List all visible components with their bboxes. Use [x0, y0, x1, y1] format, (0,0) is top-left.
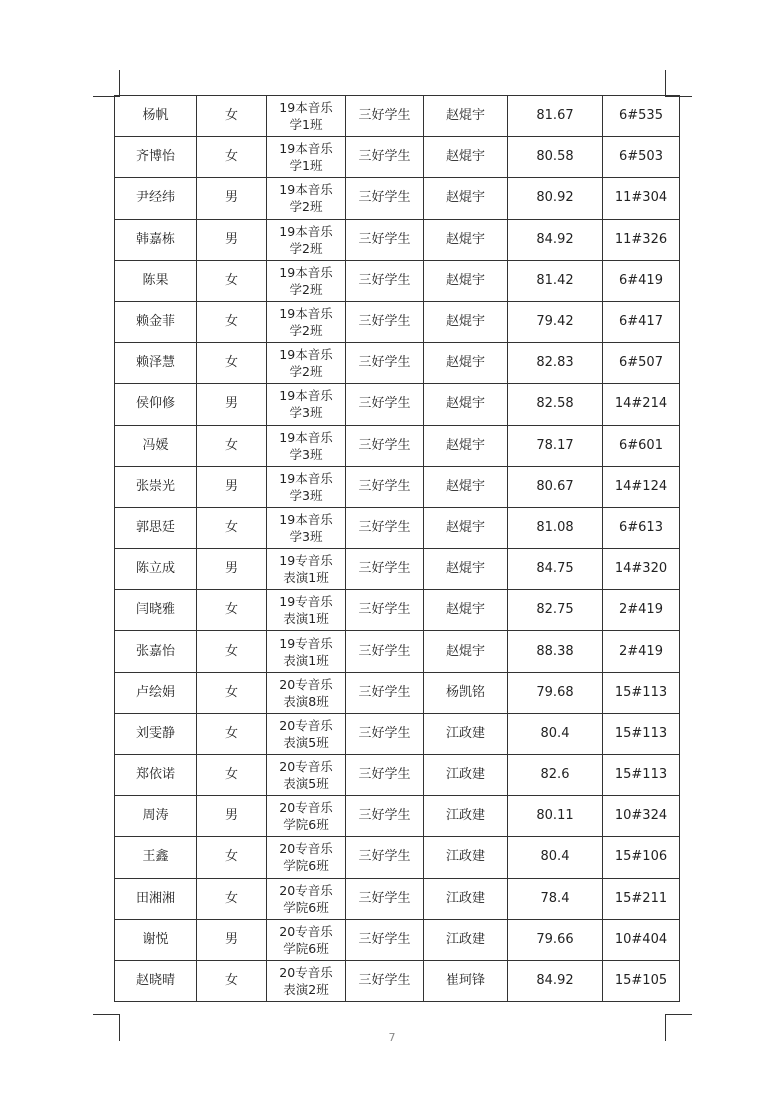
- score-cell: 79.42: [508, 301, 603, 342]
- class-cell: 19本音乐 学3班: [267, 466, 346, 507]
- dorm-cell: 11#326: [603, 219, 680, 260]
- score-cell: 84.92: [508, 219, 603, 260]
- table-body: [115, 96, 680, 1002]
- counselor-cell: 江政建: [424, 755, 508, 796]
- dorm-cell: 2#419: [603, 590, 680, 631]
- class-cell: 20专音乐 表演8班: [267, 672, 346, 713]
- score-cell: 82.58: [508, 384, 603, 425]
- counselor-cell: 赵焜宇: [424, 507, 508, 548]
- award-cell: 三好学生: [346, 672, 424, 713]
- counselor-cell: 赵焜宇: [424, 96, 508, 137]
- table-row: [115, 549, 680, 590]
- gender-cell: 女: [197, 343, 267, 384]
- counselor-cell: 杨凯铭: [424, 672, 508, 713]
- dorm-cell: 6#507: [603, 343, 680, 384]
- class-cell: 20专音乐 学院6班: [267, 878, 346, 919]
- counselor-cell: 赵焜宇: [424, 466, 508, 507]
- award-cell: 三好学生: [346, 837, 424, 878]
- dorm-cell: 14#124: [603, 466, 680, 507]
- counselor-cell: 赵焜宇: [424, 549, 508, 590]
- counselor-cell: 赵焜宇: [424, 425, 508, 466]
- table-row: [115, 507, 680, 548]
- class-cell: 19本音乐 学2班: [267, 343, 346, 384]
- crop-mark-top-right: [665, 70, 692, 97]
- score-cell: 79.68: [508, 672, 603, 713]
- counselor-cell: 赵焜宇: [424, 137, 508, 178]
- dorm-cell: 6#613: [603, 507, 680, 548]
- table-row: [115, 672, 680, 713]
- dorm-cell: 6#535: [603, 96, 680, 137]
- class-cell: 19本音乐 学2班: [267, 301, 346, 342]
- counselor-cell: 崔珂锋: [424, 960, 508, 1001]
- score-cell: 78.4: [508, 878, 603, 919]
- table-row: [115, 384, 680, 425]
- table-row: [115, 137, 680, 178]
- award-cell: 三好学生: [346, 260, 424, 301]
- student-name-cell: 郑依诺: [115, 755, 197, 796]
- gender-cell: 男: [197, 219, 267, 260]
- student-name-cell: 冯媛: [115, 425, 197, 466]
- dorm-cell: 15#113: [603, 755, 680, 796]
- dorm-cell: 2#419: [603, 631, 680, 672]
- student-name-cell: 张崇光: [115, 466, 197, 507]
- award-cell: 三好学生: [346, 384, 424, 425]
- score-cell: 80.4: [508, 713, 603, 754]
- student-name-cell: 陈立成: [115, 549, 197, 590]
- gender-cell: 男: [197, 178, 267, 219]
- dorm-cell: 6#601: [603, 425, 680, 466]
- student-name-cell: 郭思廷: [115, 507, 197, 548]
- student-name-cell: 田湘湘: [115, 878, 197, 919]
- class-cell: 19本音乐 学2班: [267, 219, 346, 260]
- counselor-cell: 赵焜宇: [424, 590, 508, 631]
- score-cell: 80.67: [508, 466, 603, 507]
- dorm-cell: 14#214: [603, 384, 680, 425]
- counselor-cell: 江政建: [424, 919, 508, 960]
- counselor-cell: 赵焜宇: [424, 301, 508, 342]
- award-cell: 三好学生: [346, 137, 424, 178]
- dorm-cell: 6#419: [603, 260, 680, 301]
- counselor-cell: 江政建: [424, 796, 508, 837]
- student-name-cell: 周涛: [115, 796, 197, 837]
- class-cell: 19专音乐 表演1班: [267, 631, 346, 672]
- student-name-cell: 赖泽慧: [115, 343, 197, 384]
- class-cell: 19本音乐 学1班: [267, 137, 346, 178]
- score-cell: 81.08: [508, 507, 603, 548]
- class-cell: 19本音乐 学3班: [267, 507, 346, 548]
- student-name-cell: 齐博怡: [115, 137, 197, 178]
- student-name-cell: 王鑫: [115, 837, 197, 878]
- class-cell: 20专音乐 表演5班: [267, 755, 346, 796]
- class-cell: 19本音乐 学3班: [267, 384, 346, 425]
- table-row: [115, 960, 680, 1001]
- dorm-cell: 15#113: [603, 713, 680, 754]
- class-cell: 20专音乐 学院6班: [267, 837, 346, 878]
- counselor-cell: 赵焜宇: [424, 178, 508, 219]
- page-number: 7: [388, 1031, 396, 1044]
- table-row: [115, 466, 680, 507]
- table-row: [115, 425, 680, 466]
- table-row: [115, 878, 680, 919]
- award-cell: 三好学生: [346, 507, 424, 548]
- dorm-cell: 14#320: [603, 549, 680, 590]
- student-award-table: [114, 95, 680, 1002]
- score-cell: 82.75: [508, 590, 603, 631]
- table-row: [115, 301, 680, 342]
- student-name-cell: 闫晓雅: [115, 590, 197, 631]
- score-cell: 88.38: [508, 631, 603, 672]
- table-row: [115, 96, 680, 137]
- award-cell: 三好学生: [346, 219, 424, 260]
- dorm-cell: 6#417: [603, 301, 680, 342]
- class-cell: 20专音乐 学院6班: [267, 919, 346, 960]
- award-cell: 三好学生: [346, 301, 424, 342]
- table-row: [115, 631, 680, 672]
- counselor-cell: 赵焜宇: [424, 384, 508, 425]
- gender-cell: 女: [197, 878, 267, 919]
- student-name-cell: 韩嘉栋: [115, 219, 197, 260]
- class-cell: 19专音乐 表演1班: [267, 590, 346, 631]
- score-cell: 78.17: [508, 425, 603, 466]
- table-row: [115, 343, 680, 384]
- student-name-cell: 谢悦: [115, 919, 197, 960]
- table-row: [115, 919, 680, 960]
- award-cell: 三好学生: [346, 713, 424, 754]
- counselor-cell: 江政建: [424, 837, 508, 878]
- score-cell: 82.6: [508, 755, 603, 796]
- table-row: [115, 755, 680, 796]
- counselor-cell: 江政建: [424, 878, 508, 919]
- score-cell: 80.92: [508, 178, 603, 219]
- table-row: [115, 219, 680, 260]
- student-name-cell: 尹经纬: [115, 178, 197, 219]
- class-cell: 19本音乐 学3班: [267, 425, 346, 466]
- dorm-cell: 10#324: [603, 796, 680, 837]
- student-name-cell: 侯仰修: [115, 384, 197, 425]
- student-name-cell: 杨帆: [115, 96, 197, 137]
- gender-cell: 女: [197, 507, 267, 548]
- student-name-cell: 卢绘娟: [115, 672, 197, 713]
- table-row: [115, 837, 680, 878]
- score-cell: 80.58: [508, 137, 603, 178]
- award-cell: 三好学生: [346, 590, 424, 631]
- gender-cell: 女: [197, 96, 267, 137]
- gender-cell: 男: [197, 549, 267, 590]
- gender-cell: 女: [197, 672, 267, 713]
- gender-cell: 女: [197, 425, 267, 466]
- award-cell: 三好学生: [346, 343, 424, 384]
- score-cell: 79.66: [508, 919, 603, 960]
- dorm-cell: 6#503: [603, 137, 680, 178]
- score-cell: 81.67: [508, 96, 603, 137]
- award-cell: 三好学生: [346, 96, 424, 137]
- score-cell: 80.11: [508, 796, 603, 837]
- gender-cell: 男: [197, 384, 267, 425]
- score-cell: 84.75: [508, 549, 603, 590]
- class-cell: 20专音乐 表演5班: [267, 713, 346, 754]
- gender-cell: 女: [197, 590, 267, 631]
- class-cell: 19专音乐 表演1班: [267, 549, 346, 590]
- dorm-cell: 15#113: [603, 672, 680, 713]
- gender-cell: 男: [197, 796, 267, 837]
- class-cell: 19本音乐 学2班: [267, 260, 346, 301]
- gender-cell: 女: [197, 837, 267, 878]
- student-name-cell: 陈果: [115, 260, 197, 301]
- score-cell: 82.83: [508, 343, 603, 384]
- student-name-cell: 张嘉怡: [115, 631, 197, 672]
- award-cell: 三好学生: [346, 466, 424, 507]
- table-row: [115, 590, 680, 631]
- dorm-cell: 15#105: [603, 960, 680, 1001]
- class-cell: 19本音乐 学1班: [267, 96, 346, 137]
- award-cell: 三好学生: [346, 549, 424, 590]
- crop-mark-top-left: [93, 70, 120, 97]
- gender-cell: 女: [197, 260, 267, 301]
- counselor-cell: 赵焜宇: [424, 631, 508, 672]
- dorm-cell: 15#106: [603, 837, 680, 878]
- score-cell: 84.92: [508, 960, 603, 1001]
- gender-cell: 女: [197, 631, 267, 672]
- gender-cell: 女: [197, 713, 267, 754]
- counselor-cell: 赵焜宇: [424, 343, 508, 384]
- gender-cell: 男: [197, 466, 267, 507]
- table-row: [115, 796, 680, 837]
- table-row: [115, 260, 680, 301]
- gender-cell: 女: [197, 301, 267, 342]
- gender-cell: 女: [197, 960, 267, 1001]
- table-row: [115, 713, 680, 754]
- award-cell: 三好学生: [346, 878, 424, 919]
- dorm-cell: 11#304: [603, 178, 680, 219]
- counselor-cell: 赵焜宇: [424, 219, 508, 260]
- student-name-cell: 赖金菲: [115, 301, 197, 342]
- student-name-cell: 赵晓晴: [115, 960, 197, 1001]
- class-cell: 20专音乐 表演2班: [267, 960, 346, 1001]
- award-cell: 三好学生: [346, 178, 424, 219]
- dorm-cell: 15#211: [603, 878, 680, 919]
- score-cell: 80.4: [508, 837, 603, 878]
- award-cell: 三好学生: [346, 755, 424, 796]
- award-cell: 三好学生: [346, 960, 424, 1001]
- table-row: [115, 178, 680, 219]
- class-cell: 20专音乐 学院6班: [267, 796, 346, 837]
- counselor-cell: 赵焜宇: [424, 260, 508, 301]
- award-cell: 三好学生: [346, 796, 424, 837]
- dorm-cell: 10#404: [603, 919, 680, 960]
- student-name-cell: 刘雯静: [115, 713, 197, 754]
- score-cell: 81.42: [508, 260, 603, 301]
- gender-cell: 男: [197, 919, 267, 960]
- counselor-cell: 江政建: [424, 713, 508, 754]
- gender-cell: 女: [197, 755, 267, 796]
- award-cell: 三好学生: [346, 919, 424, 960]
- award-cell: 三好学生: [346, 425, 424, 466]
- gender-cell: 女: [197, 137, 267, 178]
- award-cell: 三好学生: [346, 631, 424, 672]
- class-cell: 19本音乐 学2班: [267, 178, 346, 219]
